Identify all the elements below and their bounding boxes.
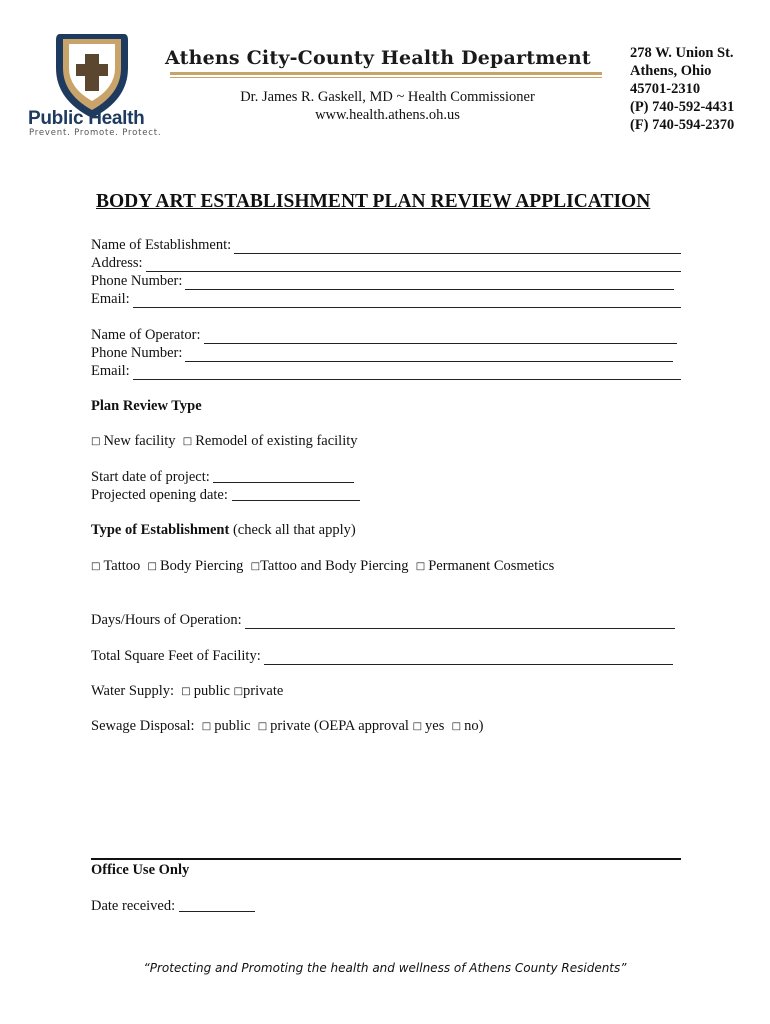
office-use-heading: Office Use Only xyxy=(91,862,190,878)
establishment-type-options xyxy=(91,558,554,575)
address-zip: 45701-2310 xyxy=(630,81,701,97)
title-divider-thin xyxy=(170,77,602,78)
option-label: Body Piercing xyxy=(160,558,244,574)
option-label: New facility xyxy=(103,433,176,449)
establishment-name-field[interactable] xyxy=(91,236,681,254)
option-label: Tattoo and Body Piercing xyxy=(260,558,409,574)
heading-text: Type of Establishment xyxy=(91,522,230,538)
field-label: Email: xyxy=(91,363,130,379)
checkbox-oepa-yes[interactable]: □ xyxy=(412,721,423,732)
checkbox-permanent-cosmetics[interactable]: □ xyxy=(415,561,426,572)
field-label: Name of Operator: xyxy=(91,327,201,343)
blank-line[interactable] xyxy=(232,488,360,501)
title-divider xyxy=(170,72,602,75)
establishment-email-field[interactable] xyxy=(91,290,681,308)
department-title: Athens City-County Health Department xyxy=(165,47,591,69)
checkbox-tattoo-and-piercing[interactable]: □ xyxy=(250,561,261,572)
field-label: Total Square Feet of Facility: xyxy=(91,648,261,664)
blank-line[interactable] xyxy=(133,367,681,380)
option-label: private xyxy=(243,683,284,699)
public-health-logo xyxy=(28,28,162,140)
start-date-field[interactable] xyxy=(91,469,354,486)
operator-email-field[interactable] xyxy=(91,362,681,380)
field-label: Start date of project: xyxy=(91,469,210,485)
field-label: Days/Hours of Operation: xyxy=(91,612,242,628)
establishment-phone-field[interactable] xyxy=(91,272,674,290)
blank-line[interactable] xyxy=(204,331,677,344)
checkbox-sewage-private[interactable]: □ xyxy=(257,721,268,732)
sewage-disposal-row xyxy=(91,718,483,735)
date-received-field[interactable] xyxy=(91,898,255,915)
plan-review-options xyxy=(91,433,358,450)
address-fax: (F) 740-594-2370 xyxy=(630,117,735,133)
logo-text: Public Health xyxy=(28,108,145,129)
website-link[interactable]: www.health.athens.oh.us xyxy=(315,107,460,123)
opening-date-field[interactable] xyxy=(91,487,360,504)
checkbox-tattoo[interactable]: □ xyxy=(91,561,101,572)
operator-phone-field[interactable] xyxy=(91,344,673,362)
establishment-address-field[interactable] xyxy=(91,254,681,272)
address-phone: (P) 740-592-4431 xyxy=(630,99,735,115)
option-label: Permanent Cosmetics xyxy=(428,558,555,574)
footer-motto: “Protecting and Promoting the health and wellness of Athens County Residents” xyxy=(143,961,627,975)
commissioner-line: Dr. James R. Gaskell, MD ~ Health Commissioner xyxy=(240,89,535,105)
option-label: no) xyxy=(464,718,484,734)
heading-note: (check all that apply) xyxy=(232,522,356,538)
checkbox-water-private[interactable]: □ xyxy=(233,686,244,697)
checkbox-remodel[interactable]: □ xyxy=(182,436,193,447)
field-label: Phone Number: xyxy=(91,273,183,289)
blank-line[interactable] xyxy=(133,295,681,308)
option-label: public xyxy=(214,718,251,734)
option-label: private (OEPA approval xyxy=(270,718,409,734)
square-feet-field[interactable] xyxy=(91,647,673,665)
blank-line[interactable] xyxy=(185,277,674,290)
blank-line[interactable] xyxy=(146,259,681,272)
blank-line[interactable] xyxy=(213,470,354,483)
address-city: Athens, Ohio xyxy=(630,63,712,79)
establishment-type-heading xyxy=(91,522,356,539)
plan-review-heading: Plan Review Type xyxy=(91,398,202,414)
field-label: Address: xyxy=(91,255,143,271)
checkbox-body-piercing[interactable]: □ xyxy=(147,561,157,572)
field-label: Email: xyxy=(91,291,130,307)
office-divider xyxy=(91,858,681,860)
blank-line[interactable] xyxy=(179,899,255,912)
blank-line[interactable] xyxy=(185,349,673,362)
operator-name-field[interactable] xyxy=(91,326,677,344)
option-label: yes xyxy=(425,718,445,734)
days-hours-field[interactable] xyxy=(91,611,675,629)
logo-tagline: Prevent. Promote. Protect. xyxy=(29,128,162,138)
field-label: Date received: xyxy=(91,898,176,914)
option-label: public xyxy=(193,683,230,699)
field-label: Sewage Disposal: xyxy=(91,718,195,734)
field-label: Water Supply: xyxy=(91,683,174,699)
checkbox-new-facility[interactable]: □ xyxy=(91,436,101,447)
field-label: Phone Number: xyxy=(91,345,183,361)
water-supply-row xyxy=(91,683,283,700)
blank-line[interactable] xyxy=(234,241,681,254)
checkbox-water-public[interactable]: □ xyxy=(181,686,191,697)
checkbox-oepa-no[interactable]: □ xyxy=(451,721,462,732)
field-label: Name of Establishment: xyxy=(91,237,232,253)
address-block xyxy=(630,44,734,134)
address-street: 278 W. Union St. xyxy=(630,45,734,61)
option-label: Tattoo xyxy=(103,558,141,574)
blank-line[interactable] xyxy=(264,652,673,665)
field-label: Projected opening date: xyxy=(91,487,228,503)
checkbox-sewage-public[interactable]: □ xyxy=(201,721,212,732)
form-title: BODY ART ESTABLISHMENT PLAN REVIEW APPLICATION xyxy=(96,191,651,212)
option-label: Remodel of existing facility xyxy=(195,433,358,449)
blank-line[interactable] xyxy=(245,616,675,629)
